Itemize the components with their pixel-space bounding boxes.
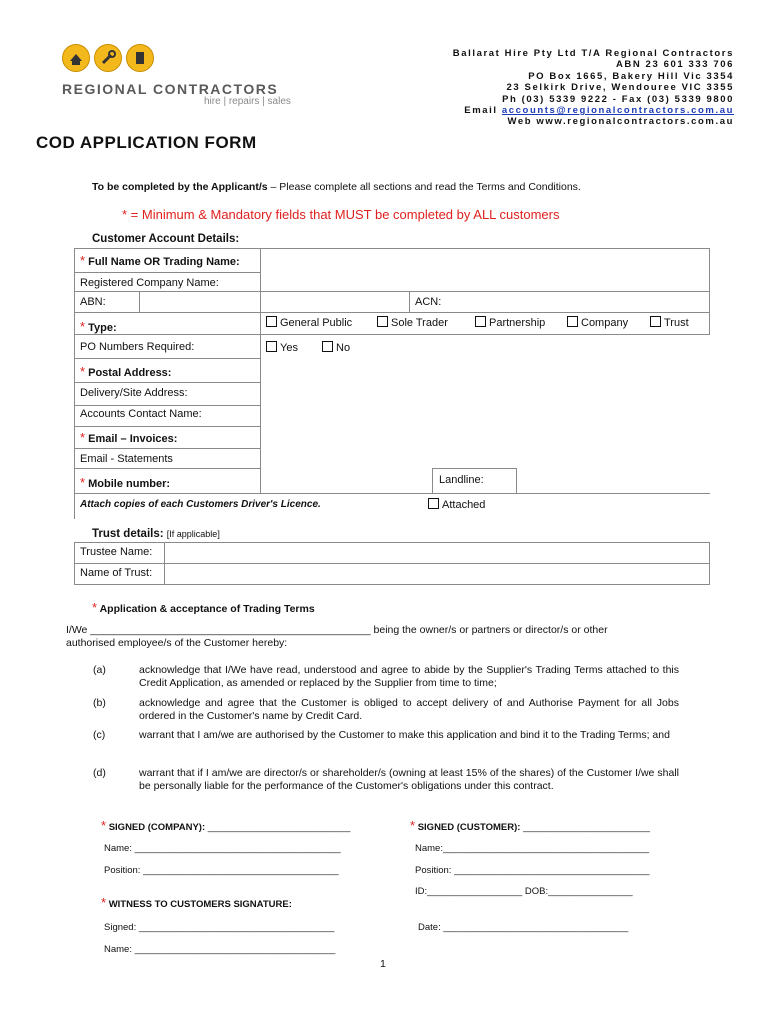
company-abn: ABN 23 601 333 706 [615, 59, 734, 71]
abn-label: ABN: [80, 296, 106, 308]
company-name-line: Ballarat Hire Pty Ltd T/A Regional Contractors [452, 48, 734, 59]
company-po-box: PO Box 1665, Bakery Hill Vic 3354 [528, 70, 734, 82]
company-logo [60, 44, 300, 110]
customer-name-line[interactable]: Name:_______________________________________ [415, 843, 650, 854]
account-section-heading: Customer Account Details: [92, 233, 240, 245]
wrench-icon [94, 44, 122, 72]
acn-label: ACN: [415, 296, 442, 308]
iwe-paragraph [66, 624, 686, 650]
date-line[interactable]: Date: ___________________________________ [418, 922, 629, 933]
witness-label: * WITNESS TO CUSTOMERS SIGNATURE: [101, 895, 292, 910]
licence-note: Attach copies of each Customers Driver's Licence. [80, 499, 321, 510]
id-dob-line[interactable]: ID:__________________ DOB:________________ [415, 886, 633, 897]
clause-c-label: (c) [93, 729, 106, 741]
building-icon [126, 44, 154, 72]
email-invoices-label: * Email – Invoices: [80, 430, 178, 445]
account-details-table [74, 248, 710, 520]
clause-b-text: acknowledge and agree that the Customer is obliged to accept delivery of and Authorise Payment for all Jobs ordered in the Customer's name by Credit Card. [139, 697, 679, 722]
terms-heading: * Application & acceptance of Trading Terms [92, 600, 315, 615]
email-link[interactable]: accounts@regionalcontractors.com.au [501, 105, 734, 117]
licence-attached-checkbox[interactable]: Attached [428, 498, 485, 511]
intro-rest: – Please complete all sections and read the Terms and Conditions. [267, 181, 581, 193]
house-icon [62, 44, 90, 72]
email-statements-label: Email - Statements [80, 453, 173, 465]
company-web: Web www.regionalcontractors.com.au [507, 116, 734, 128]
trustee-name-label: Trustee Name: [80, 546, 153, 558]
logo-name: REGIONAL CONTRACTORS [62, 81, 279, 97]
clause-a-text: acknowledge that I/We have read, understood and agree to abide by the Supplier's Trading Terms attached to this Credit Application, as amended or replaced by the Supplier from time to time; [139, 664, 679, 689]
company-position-line[interactable]: Position: _____________________________________ [104, 865, 339, 876]
intro-bold: To be completed by the Applicant/s [92, 181, 268, 193]
po-no-checkbox[interactable]: No [322, 341, 350, 354]
intro-text [92, 181, 581, 193]
logo-tagline: hire | repairs | sales [204, 96, 291, 107]
postal-address-label: * Postal Address: [80, 364, 172, 379]
registered-company-label: Registered Company Name: [80, 277, 219, 289]
clause-a-label: (a) [93, 664, 106, 676]
company-name-line[interactable]: Name: _______________________________________ [104, 843, 341, 854]
trust-details-table [74, 542, 710, 585]
company-phone: Ph (03) 5339 9222 - Fax (03) 5339 9800 [502, 93, 734, 105]
type-label: * Type: [80, 319, 117, 334]
company-email-line [453, 105, 734, 116]
full-name-label: * Full Name OR Trading Name: [80, 253, 240, 268]
signed-customer-label: * SIGNED (CUSTOMER): ________________________ [410, 818, 650, 833]
delivery-address-label: Delivery/Site Address: [80, 387, 188, 399]
mandatory-note: * = Minimum & Mandatory fields that MUST be completed by ALL customers [122, 207, 560, 222]
customer-position-line[interactable]: Position: _____________________________________ [415, 865, 650, 876]
trust-name-label: Name of Trust: [80, 567, 153, 579]
company-street: 23 Selkirk Drive, Wendouree VIC 3355 [506, 82, 734, 94]
type-trust-checkbox[interactable]: Trust [650, 316, 689, 329]
landline-label: Landline: [439, 474, 484, 486]
po-yes-checkbox[interactable]: Yes [266, 341, 298, 354]
type-general-public-checkbox[interactable]: General Public [266, 316, 352, 329]
witness-name-line[interactable]: Name: ______________________________________ [104, 944, 336, 955]
clause-c-text: warrant that I am/we are authorised by the Customer to make this application and bind it to the Trading Terms; and [139, 729, 670, 741]
po-numbers-label: PO Numbers Required: [80, 341, 195, 353]
clause-d-label: (d) [93, 767, 106, 779]
type-company-checkbox[interactable]: Company [567, 316, 628, 329]
form-title: COD APPLICATION FORM [36, 133, 257, 152]
trust-section-heading: Trust details: [If applicable] [92, 528, 220, 540]
page-number: 1 [380, 958, 386, 970]
accounts-contact-label: Accounts Contact Name: [80, 408, 202, 420]
signed-company-label: * SIGNED (COMPANY): ___________________________ [101, 818, 351, 833]
email-label: Email [464, 105, 498, 117]
witness-signed-line[interactable]: Signed: _____________________________________ [104, 922, 335, 933]
clause-d-text: warrant that if I am/we are director/s or shareholder/s (owning at least 15% of the shares) of the Customer I/we shall be personally liable for the performance of the Customer's obligations under this contract. [139, 767, 679, 792]
company-details [453, 48, 734, 128]
iwe-line-2: authorised employee/s of the Customer hereby: [66, 637, 288, 649]
trust-note: [If applicable] [166, 529, 220, 539]
type-partnership-checkbox[interactable]: Partnership [475, 316, 545, 329]
clause-b-label: (b) [93, 697, 106, 709]
iwe-line-1: I/We ________________________________________________ being the owner/s or partners or director/s or other [66, 624, 608, 636]
type-sole-trader-checkbox[interactable]: Sole Trader [377, 316, 448, 329]
mobile-label: * Mobile number: [80, 475, 171, 490]
